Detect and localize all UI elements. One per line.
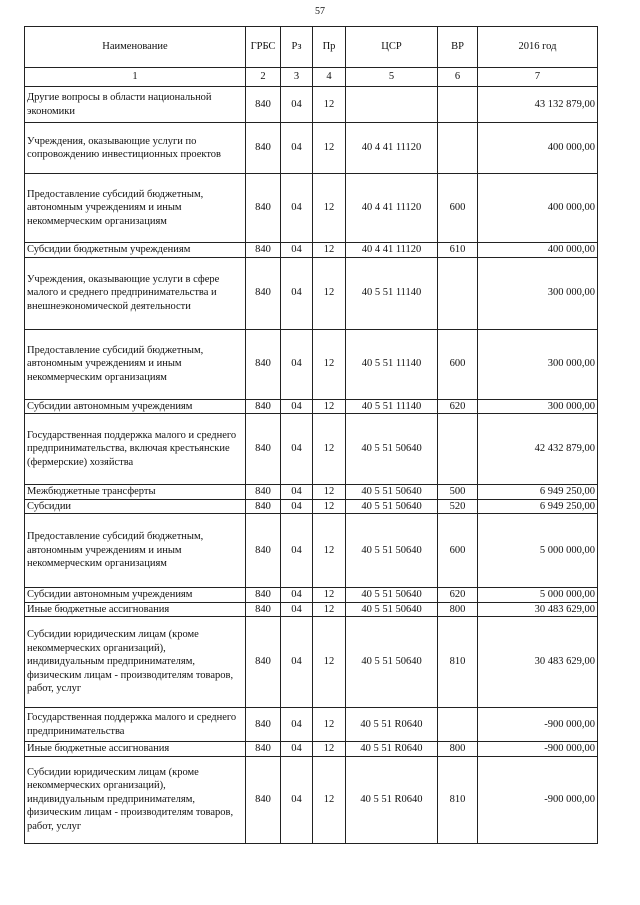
budget-table	[24, 26, 598, 844]
table-row	[25, 514, 598, 588]
row-grbs: 840	[246, 514, 281, 588]
row-pr: 12	[313, 708, 346, 742]
row-amount: 400 000,00	[478, 123, 598, 174]
row-pr: 12	[313, 756, 346, 843]
row-vr: 800	[438, 742, 478, 757]
column-header-year: 2016 год	[478, 27, 598, 68]
row-vr: 520	[438, 499, 478, 514]
row-amount: 30 483 629,00	[478, 602, 598, 617]
row-grbs: 840	[246, 243, 281, 258]
table-row	[25, 123, 598, 174]
row-name: Предоставление субсидий бюджетным, автономным учреждениям и иным некоммерческим организациям	[25, 174, 246, 243]
row-grbs: 840	[246, 414, 281, 485]
row-rz: 04	[281, 588, 313, 603]
row-amount: -900 000,00	[478, 742, 598, 757]
row-rz: 04	[281, 87, 313, 123]
row-amount: -900 000,00	[478, 756, 598, 843]
row-rz: 04	[281, 485, 313, 500]
row-vr: 620	[438, 399, 478, 414]
column-number: 3	[281, 68, 313, 87]
row-csr: 40 5 51 11140	[346, 257, 438, 329]
row-vr: 810	[438, 617, 478, 708]
row-rz: 04	[281, 499, 313, 514]
row-name: Учреждения, оказывающие услуги в сфере малого и среднего предпринимательства и внешнеэкономической деятельности	[25, 257, 246, 329]
table-row	[25, 756, 598, 843]
row-vr	[438, 708, 478, 742]
row-grbs: 840	[246, 174, 281, 243]
row-name: Государственная поддержка малого и среднего предпринимательства	[25, 708, 246, 742]
row-rz: 04	[281, 617, 313, 708]
row-rz: 04	[281, 414, 313, 485]
row-amount: 300 000,00	[478, 399, 598, 414]
row-name: Субсидии автономным учреждениям	[25, 588, 246, 603]
row-name: Иные бюджетные ассигнования	[25, 602, 246, 617]
column-number: 2	[246, 68, 281, 87]
row-name: Государственная поддержка малого и среднего предпринимательства, включая крестьянские (фермерские) хозяйства	[25, 414, 246, 485]
row-pr: 12	[313, 174, 346, 243]
row-amount: 43 132 879,00	[478, 87, 598, 123]
row-rz: 04	[281, 756, 313, 843]
row-name: Субсидии автономным учреждениям	[25, 399, 246, 414]
row-pr: 12	[313, 602, 346, 617]
column-number: 7	[478, 68, 598, 87]
row-rz: 04	[281, 257, 313, 329]
column-number: 1	[25, 68, 246, 87]
row-grbs: 840	[246, 399, 281, 414]
column-number: 4	[313, 68, 346, 87]
row-csr: 40 5 51 50640	[346, 588, 438, 603]
row-pr: 12	[313, 514, 346, 588]
column-header-csr: ЦСР	[346, 27, 438, 68]
table-row	[25, 588, 598, 603]
row-rz: 04	[281, 742, 313, 757]
table-row	[25, 257, 598, 329]
row-vr: 500	[438, 485, 478, 500]
row-name: Межбюджетные трансферты	[25, 485, 246, 500]
row-amount: 5 000 000,00	[478, 514, 598, 588]
table-row	[25, 742, 598, 757]
row-vr: 600	[438, 174, 478, 243]
row-grbs: 840	[246, 329, 281, 399]
column-number-row	[25, 68, 598, 87]
column-header-vr: ВР	[438, 27, 478, 68]
row-vr: 600	[438, 329, 478, 399]
row-rz: 04	[281, 243, 313, 258]
column-header-grbs: ГРБС	[246, 27, 281, 68]
row-rz: 04	[281, 123, 313, 174]
row-pr: 12	[313, 742, 346, 757]
row-name: Предоставление субсидий бюджетным, автономным учреждениям и иным некоммерческим организациям	[25, 329, 246, 399]
row-pr: 12	[313, 414, 346, 485]
row-grbs: 840	[246, 257, 281, 329]
row-amount: 400 000,00	[478, 174, 598, 243]
row-csr: 40 5 51 50640	[346, 602, 438, 617]
row-grbs: 840	[246, 499, 281, 514]
table-row	[25, 708, 598, 742]
row-grbs: 840	[246, 756, 281, 843]
table-row	[25, 485, 598, 500]
row-grbs: 840	[246, 708, 281, 742]
table-row	[25, 602, 598, 617]
table-row	[25, 399, 598, 414]
row-rz: 04	[281, 399, 313, 414]
row-name: Субсидии юридическим лицам (кроме некоммерческих организаций), индивидуальным предпринимателям, физическим лицам - производителям товаров, работ, услуг	[25, 756, 246, 843]
row-pr: 12	[313, 329, 346, 399]
row-rz: 04	[281, 514, 313, 588]
row-pr: 12	[313, 399, 346, 414]
table-row	[25, 499, 598, 514]
row-vr	[438, 257, 478, 329]
row-rz: 04	[281, 602, 313, 617]
table-row	[25, 329, 598, 399]
row-csr: 40 4 41 11120	[346, 243, 438, 258]
row-vr: 800	[438, 602, 478, 617]
column-number: 6	[438, 68, 478, 87]
column-number: 5	[346, 68, 438, 87]
row-pr: 12	[313, 87, 346, 123]
row-csr: 40 5 51 11140	[346, 399, 438, 414]
row-amount: 300 000,00	[478, 257, 598, 329]
row-csr	[346, 87, 438, 123]
row-pr: 12	[313, 485, 346, 500]
row-name: Учреждения, оказывающие услуги по сопровождению инвестиционных проектов	[25, 123, 246, 174]
row-grbs: 840	[246, 617, 281, 708]
row-amount: 6 949 250,00	[478, 499, 598, 514]
row-amount: 30 483 629,00	[478, 617, 598, 708]
row-name: Субсидии бюджетным учреждениям	[25, 243, 246, 258]
row-pr: 12	[313, 243, 346, 258]
row-name: Субсидии юридическим лицам (кроме некоммерческих организаций), индивидуальным предпринимателям, физическим лицам - производителям товаров, работ, услуг	[25, 617, 246, 708]
row-vr: 810	[438, 756, 478, 843]
page-number: 57	[315, 6, 325, 17]
table-row	[25, 87, 598, 123]
row-csr: 40 4 41 11120	[346, 174, 438, 243]
row-vr	[438, 87, 478, 123]
column-header-name: Наименование	[25, 27, 246, 68]
row-vr: 600	[438, 514, 478, 588]
row-amount: 42 432 879,00	[478, 414, 598, 485]
table-row	[25, 617, 598, 708]
row-amount: -900 000,00	[478, 708, 598, 742]
row-csr: 40 5 51 50640	[346, 514, 438, 588]
row-csr: 40 5 51 50640	[346, 485, 438, 500]
row-csr: 40 5 51 R0640	[346, 708, 438, 742]
row-amount: 6 949 250,00	[478, 485, 598, 500]
row-amount: 400 000,00	[478, 243, 598, 258]
row-csr: 40 5 51 R0640	[346, 742, 438, 757]
row-pr: 12	[313, 617, 346, 708]
row-pr: 12	[313, 588, 346, 603]
header-row	[25, 27, 598, 68]
row-csr: 40 4 41 11120	[346, 123, 438, 174]
row-vr	[438, 414, 478, 485]
row-amount: 300 000,00	[478, 329, 598, 399]
row-name: Субсидии	[25, 499, 246, 514]
row-rz: 04	[281, 174, 313, 243]
row-name: Другие вопросы в области национальной экономики	[25, 87, 246, 123]
row-pr: 12	[313, 123, 346, 174]
row-grbs: 840	[246, 87, 281, 123]
table-row	[25, 243, 598, 258]
table-row	[25, 174, 598, 243]
row-csr: 40 5 51 50640	[346, 499, 438, 514]
row-grbs: 840	[246, 602, 281, 617]
row-name: Иные бюджетные ассигнования	[25, 742, 246, 757]
table-row	[25, 414, 598, 485]
row-grbs: 840	[246, 588, 281, 603]
row-amount: 5 000 000,00	[478, 588, 598, 603]
row-vr: 610	[438, 243, 478, 258]
row-grbs: 840	[246, 485, 281, 500]
column-header-pr: Пр	[313, 27, 346, 68]
row-rz: 04	[281, 329, 313, 399]
row-pr: 12	[313, 257, 346, 329]
row-vr	[438, 123, 478, 174]
row-pr: 12	[313, 499, 346, 514]
row-csr: 40 5 51 50640	[346, 617, 438, 708]
row-csr: 40 5 51 R0640	[346, 756, 438, 843]
row-grbs: 840	[246, 742, 281, 757]
column-header-rz: Рз	[281, 27, 313, 68]
row-grbs: 840	[246, 123, 281, 174]
row-vr: 620	[438, 588, 478, 603]
row-rz: 04	[281, 708, 313, 742]
row-name: Предоставление субсидий бюджетным, автономным учреждениям и иным некоммерческим организациям	[25, 514, 246, 588]
row-csr: 40 5 51 11140	[346, 329, 438, 399]
row-csr: 40 5 51 50640	[346, 414, 438, 485]
